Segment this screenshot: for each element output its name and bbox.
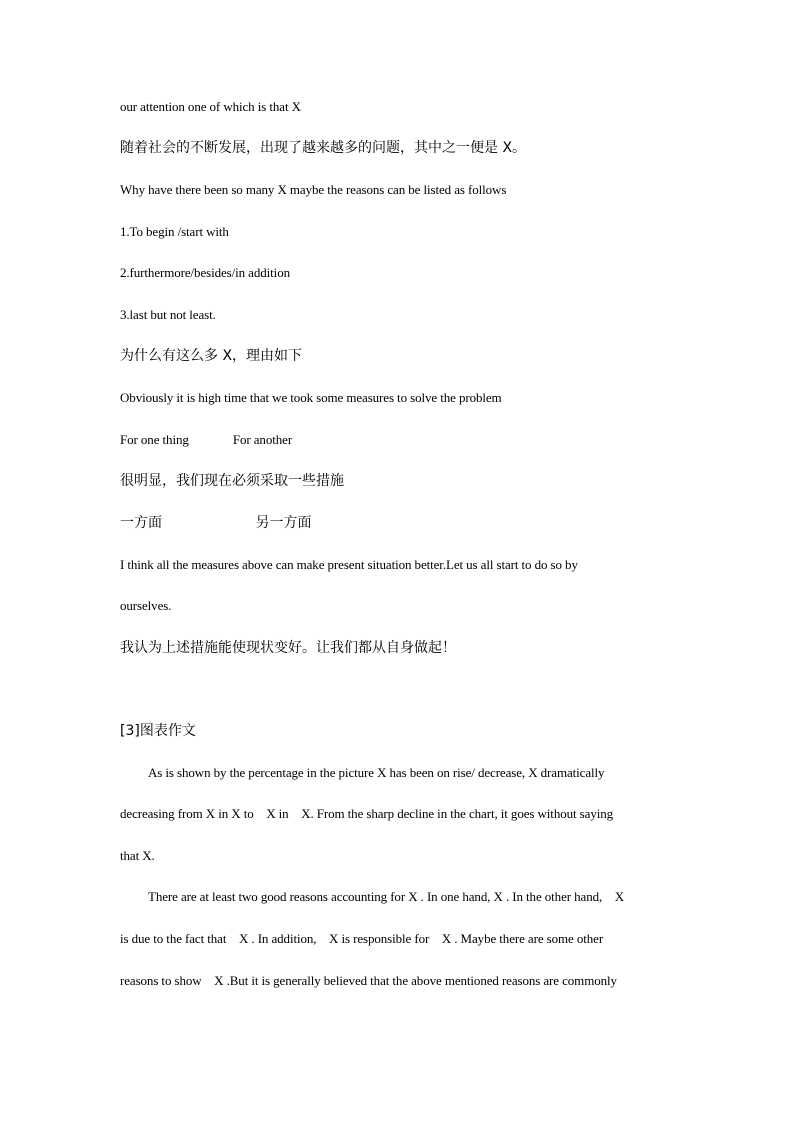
- list-item: 2.furthermore/besides/in addition: [120, 265, 290, 280]
- text-line-zh: 很明显，我们现在必须采取一些措施: [120, 473, 344, 489]
- text-line: For one thing For another: [120, 432, 293, 447]
- text-line: our attention one of which is that X: [120, 99, 301, 114]
- paragraph-line: As is shown by the percentage in the picture X has been on rise/ decrease, X dramatically: [148, 765, 605, 780]
- paragraph-line: is due to the fact that X . In addition, X is responsible for X . Maybe there are some other: [120, 931, 604, 946]
- text-line: ourselves.: [120, 598, 172, 613]
- paragraph-line: that X.: [120, 848, 155, 863]
- text-line-zh: 随着社会的不断发展，出现了越来越多的问题，其中之一便是 X。: [120, 140, 527, 156]
- section-heading: [3]图表作文: [120, 723, 196, 739]
- text-line: I think all the measures above can make present situation better.Let us all start to do so by: [120, 557, 578, 572]
- text-line-zh: 我认为上述措施能使现状变好。让我们都从自身做起！: [120, 640, 456, 656]
- text-line: Obviously it is high time that we took some measures to solve the problem: [120, 390, 502, 405]
- text-line-zh: 一方面 另一方面: [120, 515, 312, 531]
- paragraph-line: reasons to show X .But it is generally believed that the above mentioned reasons are commonly: [120, 973, 617, 988]
- list-item: 3.last but not least.: [120, 307, 216, 322]
- text-line-zh: 为什么有这么多 X，理由如下: [120, 348, 303, 364]
- paragraph-line: There are at least two good reasons accounting for X . In one hand, X . In the other hand, X: [148, 889, 625, 904]
- list-item: 1.To begin /start with: [120, 224, 229, 239]
- paragraph-line: decreasing from X in X to X in X. From the sharp decline in the chart, it goes without saying: [120, 806, 614, 821]
- text-line: Why have there been so many X maybe the reasons can be listed as follows: [120, 182, 507, 197]
